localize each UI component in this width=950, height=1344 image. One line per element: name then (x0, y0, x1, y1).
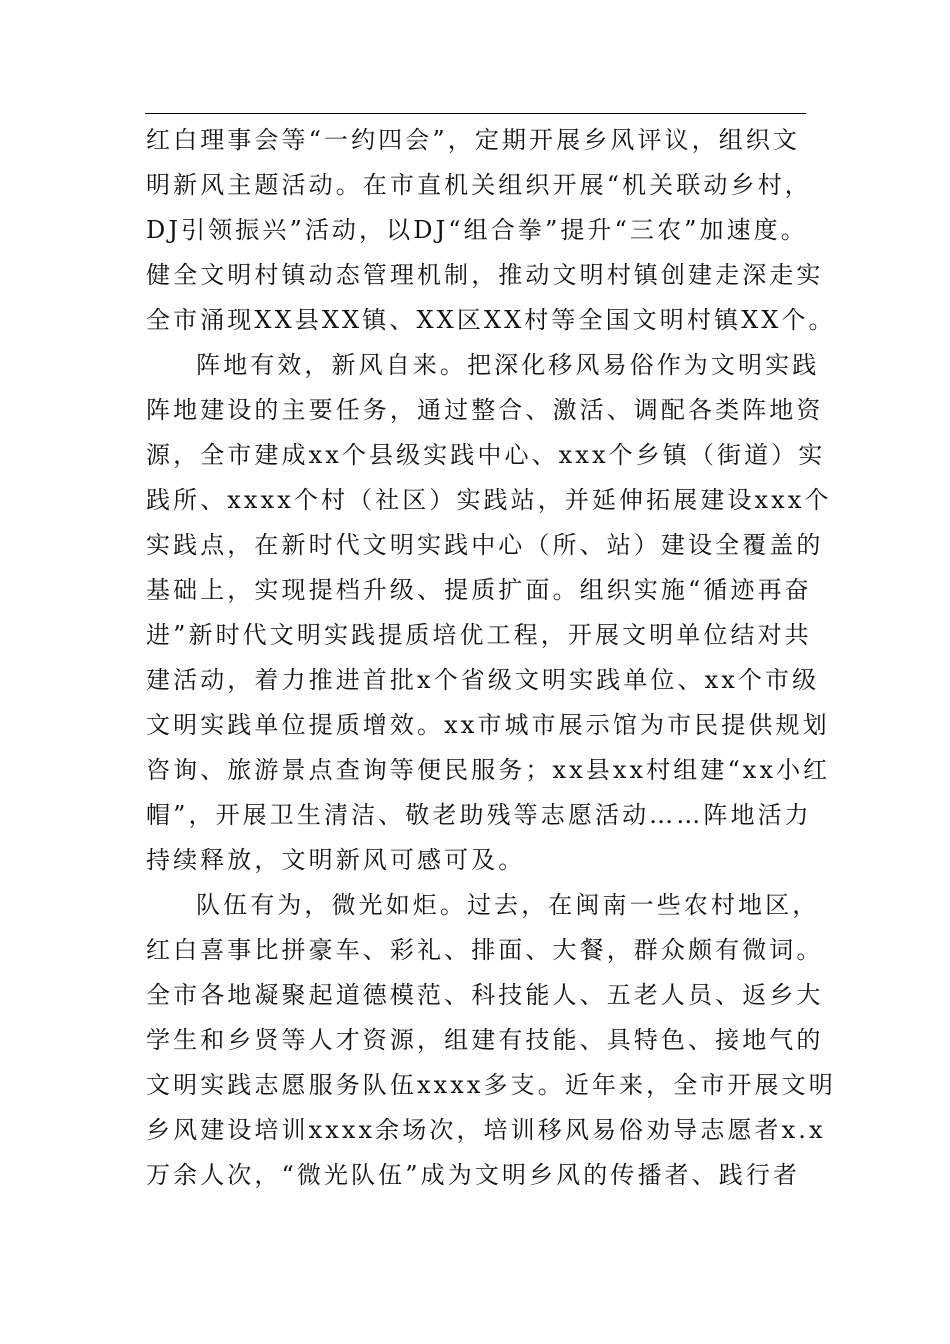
paragraph-start-line: 队伍有为，微光如炬。过去，在闽南一些农村地区， (196, 891, 820, 919)
text-line: 文明实践志愿服务队伍xxxx多支。近年来，全市开展文明 (146, 1071, 836, 1099)
body-text (146, 118, 836, 1198)
text-line: 咨询、旅游景点查询等便民服务；xx县xx村组建“xx小红 (146, 756, 831, 784)
text-line: 红白喜事比拼豪车、彩礼、排面、大餐，群众颇有微词。 (146, 936, 824, 964)
paragraph-start-line: 阵地有效，新风自来。把深化移风易俗作为文明实践 (196, 351, 820, 379)
text-line: 文明实践单位提质增效。xx市城市展示馆为市民提供规划 (146, 711, 830, 739)
text-line: 践所、xxxx个村（社区）实践站，并延伸拓展建设xxx个 (146, 486, 832, 514)
text-line: 乡风建设培训xxxx余场次，培训移风易俗劝导志愿者x.x (146, 1116, 826, 1144)
text-line: 实践点，在新时代文明实践中心（所、站）建设全覆盖的 (146, 531, 824, 559)
text-line: DJ引领振兴”活动，以DJ“组合拳”提升“三农”加速度。 (146, 216, 808, 244)
text-line: 进”新时代文明实践提质培优工程，开展文明单位结对共 (146, 621, 812, 649)
text-line: 基础上，实现提档升级、提质扩面。组织实施“循迹再奋 (146, 576, 812, 604)
text-line: 阵地建设的主要任务，通过整合、激活、调配各类阵地资 (146, 396, 824, 424)
header-rule (145, 113, 806, 114)
text-line: 红白理事会等“一约四会”，定期开展乡风评议，组织文 (146, 126, 801, 154)
text-line: 明新风主题活动。在市直机关组织开展“机关联动乡村， (146, 171, 812, 199)
text-line: 全市各地凝聚起道德模范、科技能人、五老人员、返乡大 (146, 981, 824, 1009)
text-line: 持续释放，文明新风可感可及。 (146, 846, 526, 874)
text-line: 建活动，着力推进首批x个省级文明实践单位、xx个市级 (146, 666, 820, 694)
text-line: 全市涌现XX县XX镇、XX区XX村等全国文明村镇XX个。 (146, 306, 836, 334)
text-line: 万余人次，“微光队伍”成为文明乡风的传播者、践行者 (146, 1161, 801, 1189)
text-line: 源，全市建成xx个县级实践中心、xxx个乡镇（街道）实 (146, 441, 826, 469)
text-line: 学生和乡贤等人才资源，组建有技能、具特色、接地气的 (146, 1026, 824, 1054)
text-line: 帽”，开展卫生清洁、敬老助残等志愿活动……阵地活力 (146, 801, 812, 829)
text-line: 健全文明村镇动态管理机制，推动文明村镇创建走深走实 (146, 261, 824, 289)
